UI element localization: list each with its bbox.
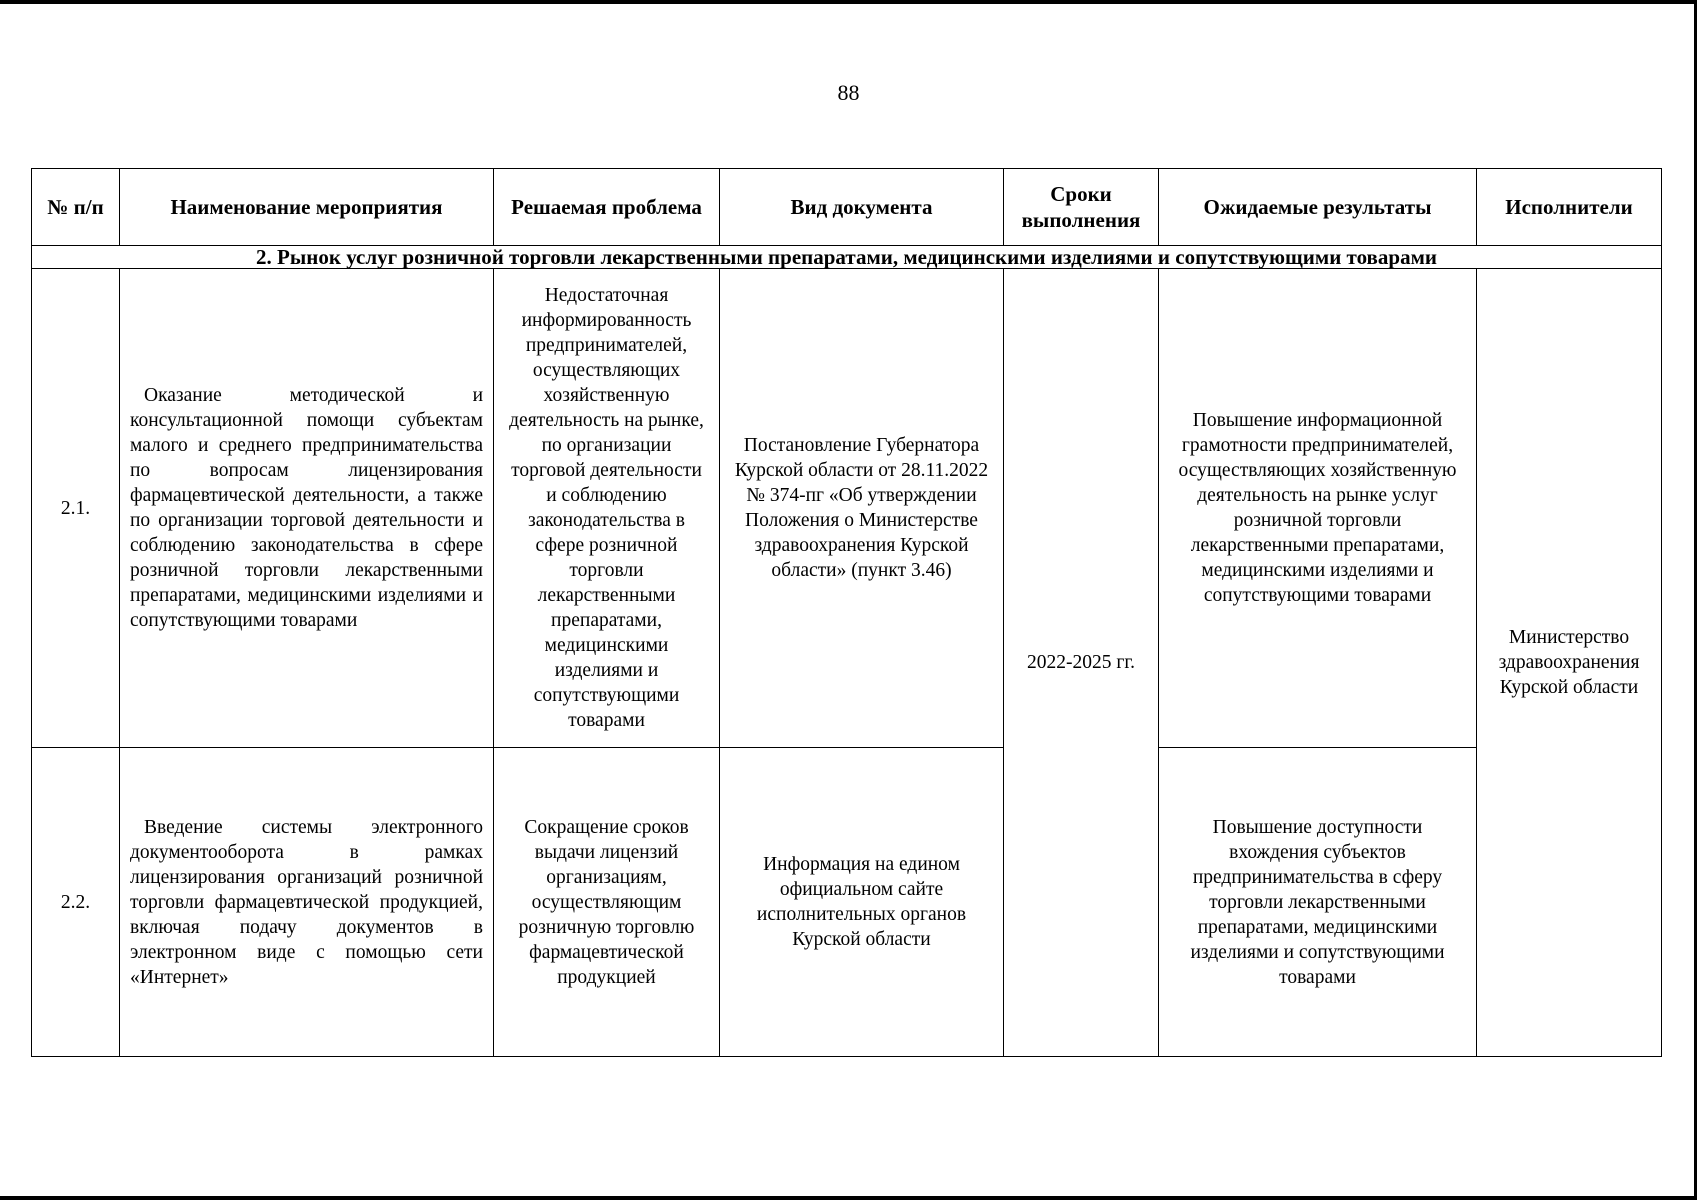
header-doc-type: Вид документа	[720, 169, 1004, 246]
table-header-row	[32, 169, 1662, 246]
row-problem: Сокращение сроков выдачи лицензий организациям, осуществляющим розничную торговлю фармацевтической продукцией	[494, 748, 720, 1057]
row-num: 2.2.	[32, 748, 120, 1057]
header-name: Наименование мероприятия	[120, 169, 494, 246]
row-deadline: 2022-2025 гг.	[1004, 269, 1159, 1057]
row-executor: Министерство здравоохранения Курской области	[1477, 269, 1662, 1057]
header-num: № п/п	[32, 169, 120, 246]
table-row	[32, 269, 1662, 748]
page-frame-bottom	[0, 1196, 1697, 1200]
row-problem: Недостаточная информированность предпринимателей, осуществляющих хозяйственную деятельность на рынке, по организации торговой деятельности и соблюдению законодательства в сфере розничной торговли лекарственными препаратами, медицинскими изделиями и сопутствующими товарами	[494, 269, 720, 748]
header-problem: Решаемая проблема	[494, 169, 720, 246]
measures-table	[31, 168, 1662, 1057]
row-measure-name: Оказание методической и консультационной помощи субъектам малого и среднего предпринимательства по вопросам лицензирования фармацевтической деятельности, а также по организации торговой деятельности и соблюдению законодательства в сфере розничной торговли лекарственными препаратами, медицинскими изделиями и сопутствующими товарами	[120, 269, 494, 748]
row-num: 2.1.	[32, 269, 120, 748]
row-results: Повышение информационной грамотности предпринимателей, осуществляющих хозяйственную деятельность на рынке услуг розничной торговли лекарственными препаратами, медицинскими изделиями и сопутствующими товарами	[1159, 269, 1477, 748]
row-results: Повышение доступности вхождения субъектов предпринимательства в сферу торговли лекарственными препаратами, медицинскими изделиями и сопутствующими товарами	[1159, 748, 1477, 1057]
header-deadline: Сроки выполнения	[1004, 169, 1159, 246]
page-frame-top	[0, 0, 1697, 4]
row-doc-type: Постановление Губернатора Курской области от 28.11.2022 № 374-пг «Об утверждении Положения о Министерстве здравоохранения Курской области» (пункт 3.46)	[720, 269, 1004, 748]
table-row	[32, 748, 1662, 1057]
header-executors: Исполнители	[1477, 169, 1662, 246]
row-measure-name: Введение системы электронного документооборота в рамках лицензирования организаций розничной торговли фармацевтической продукцией, включая подачу документов в электронном виде с помощью сети «Интернет»	[120, 748, 494, 1057]
section-title: 2. Рынок услуг розничной торговли лекарственными препаратами, медицинскими изделиями и сопутствующими товарами	[32, 246, 1662, 269]
row-doc-type: Информация на едином официальном сайте исполнительных органов Курской области	[720, 748, 1004, 1057]
section-row	[32, 246, 1662, 269]
header-results: Ожидаемые результаты	[1159, 169, 1477, 246]
page-number: 88	[837, 80, 860, 105]
